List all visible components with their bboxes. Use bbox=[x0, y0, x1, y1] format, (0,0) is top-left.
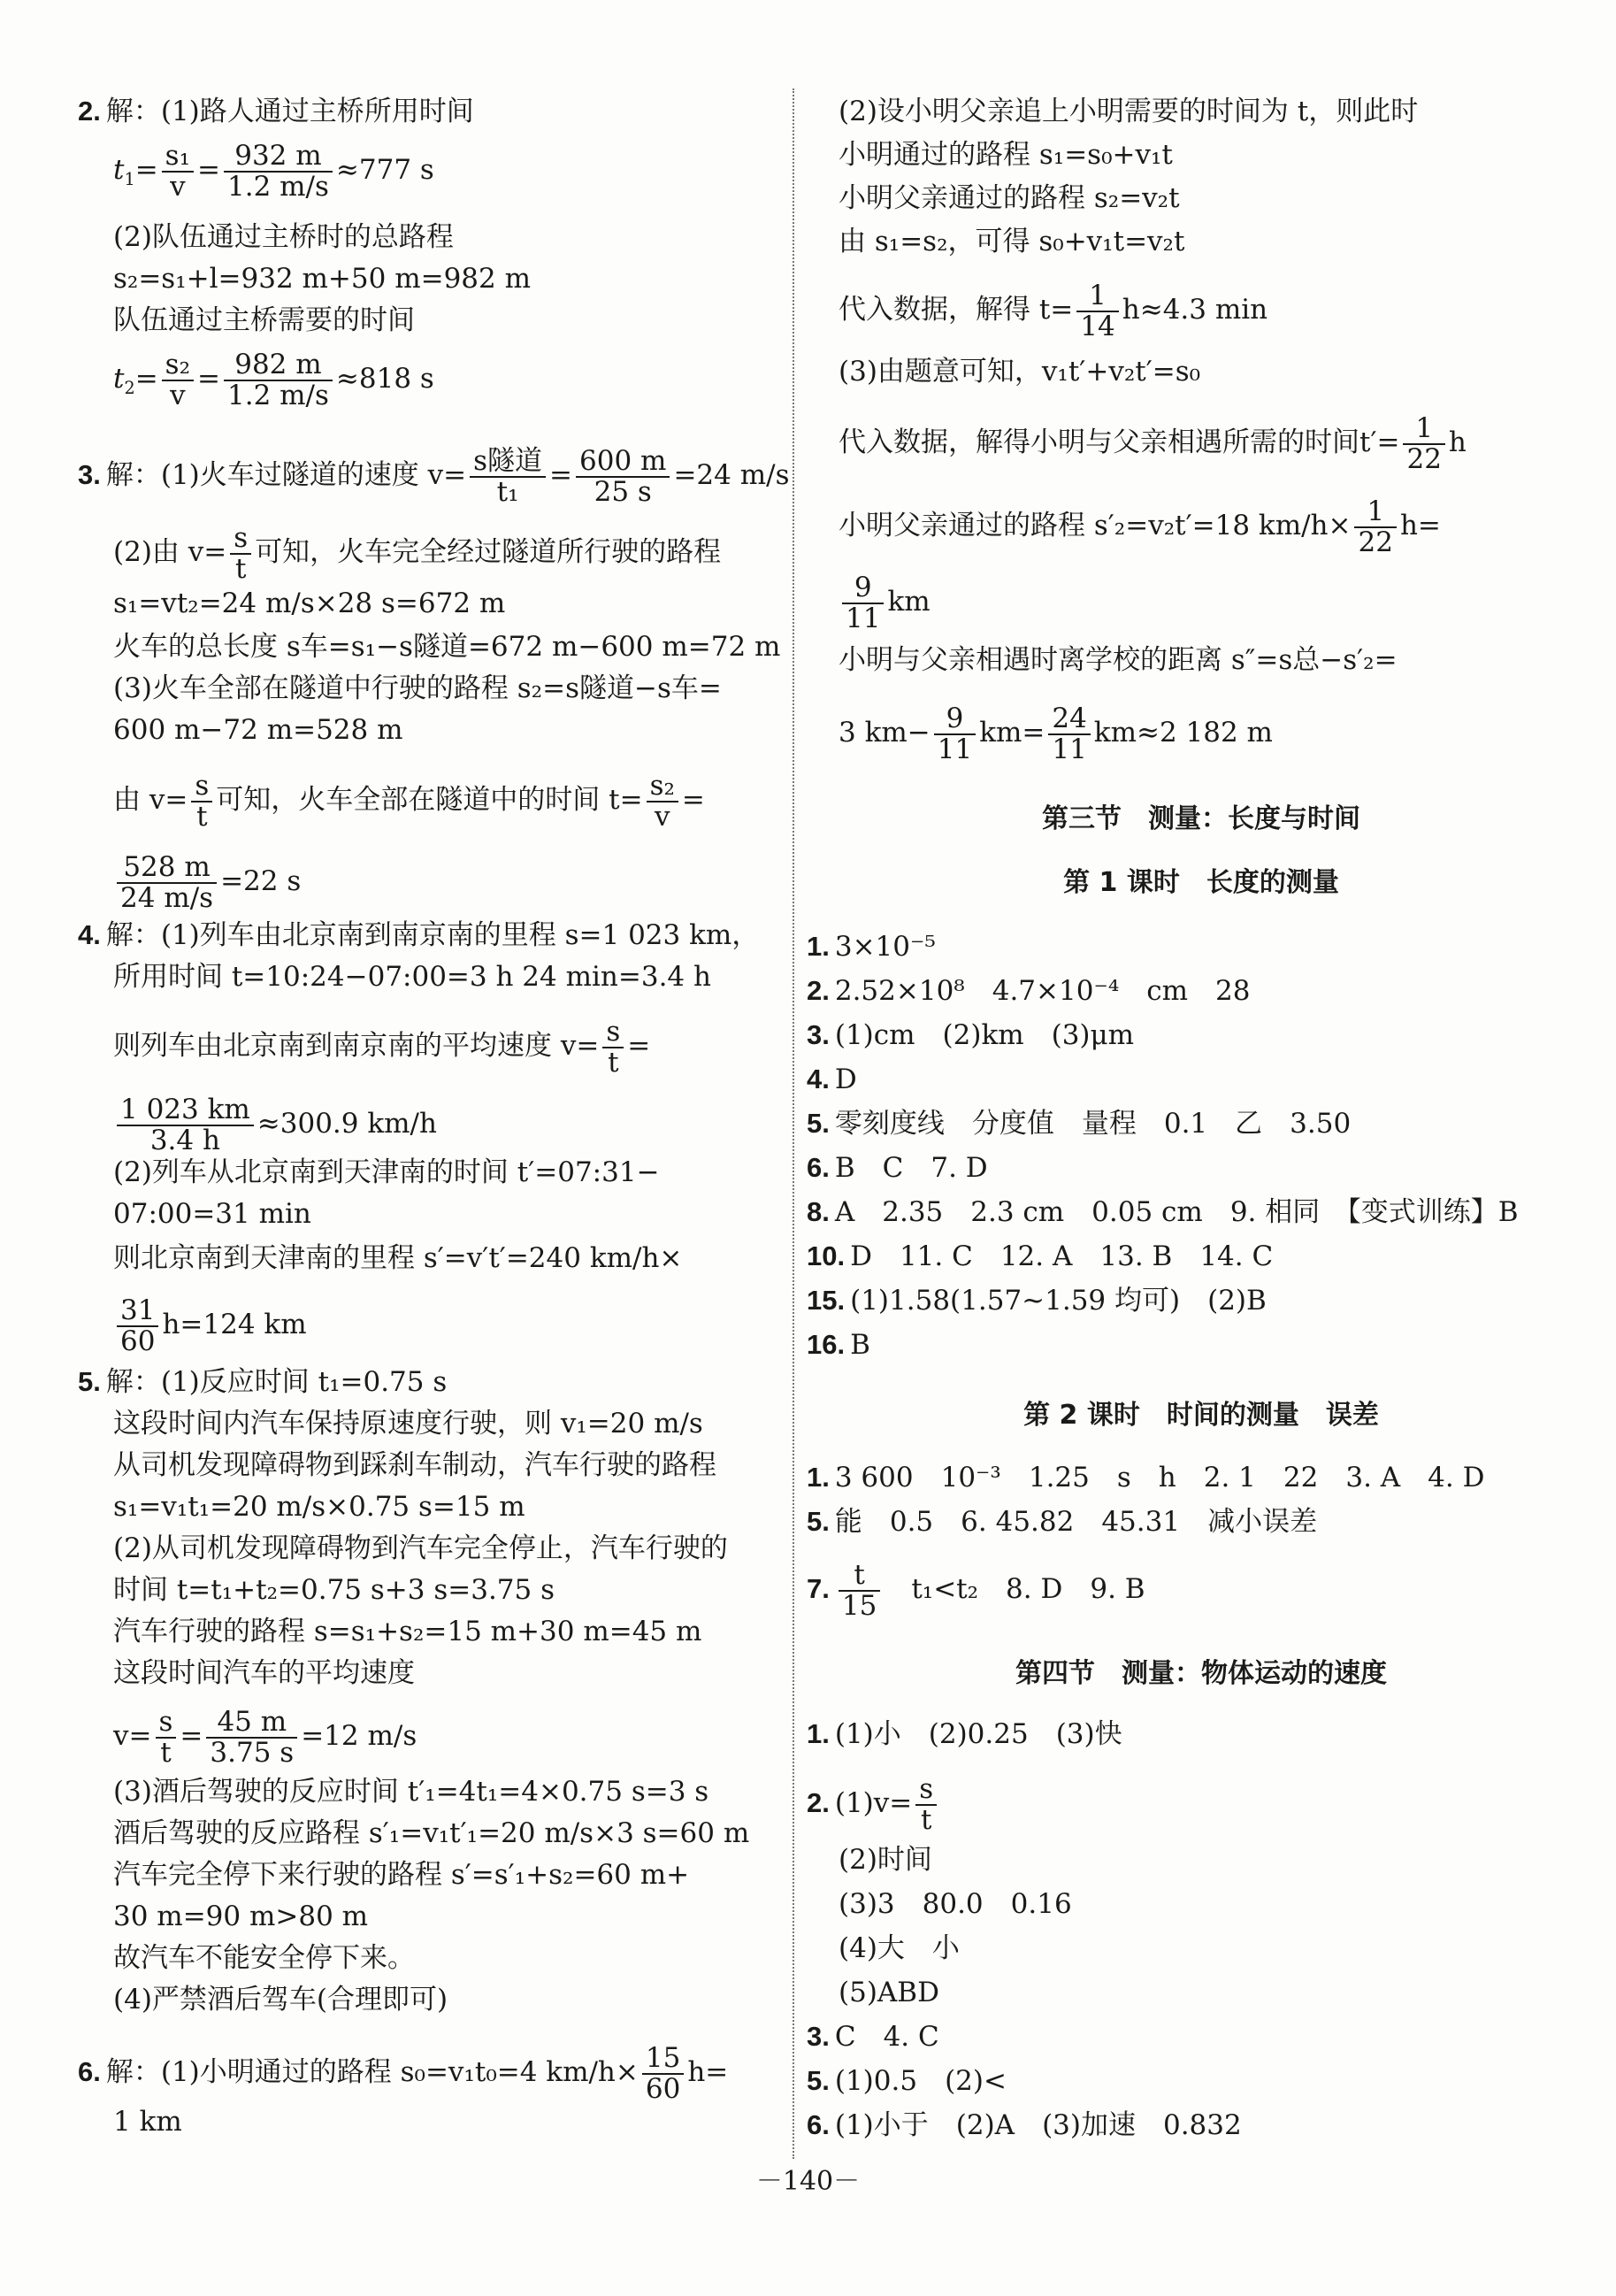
q3-line-7: 由 v= $\frac{s}{t}$ 可知，火车全部在隧道中的时间 t= $\frac{\text{s₂}}{v}$ = bbox=[113, 770, 705, 833]
q5-line-1: 5. 解：(1)反应时间 t₁=0.75 s bbox=[78, 1366, 448, 1398]
fraction: $\frac{1}{14}$ bbox=[1076, 281, 1118, 341]
fraction: $\frac{s}{t}$ bbox=[230, 524, 251, 583]
column-divider bbox=[793, 88, 794, 2159]
q5-line-14: (4)严禁酒后驾车(合理即可) bbox=[113, 1984, 448, 2016]
l1-answer-6: 6. B C 7. D bbox=[807, 1152, 988, 1184]
q6-cont-line-5: 代入数据，解得 t= $\frac{1}{14}$ h≈4.3 min bbox=[839, 280, 1268, 342]
q6-cont-line-4: 由 s₁=s₂，可得 s₀+v₁t=v₂t bbox=[839, 226, 1185, 257]
fraction: $\frac{528 m}{24 m/s}$ bbox=[117, 853, 217, 912]
fraction: $\frac{s}{t}$ bbox=[602, 1017, 624, 1077]
fraction: $\frac{\text{s₂}}{v}$ bbox=[647, 772, 678, 831]
lesson-2-title: 第 2 课时 时间的测量 误差 bbox=[1023, 1400, 1379, 1431]
q6-cont-line-1: (2)设小明父亲追上小明需要的时间为 t，则此时 bbox=[839, 96, 1419, 127]
fraction: $\frac{\text{s₁}}{v}$ bbox=[162, 142, 194, 201]
q5-line-12: 30 m=90 m>80 m bbox=[113, 1901, 369, 1932]
lesson-1-title: 第 1 课时 长度的测量 bbox=[1063, 867, 1339, 898]
q4-line-1: 4. 解：(1)列车由北京南到南京南的里程 s=1 023 km， bbox=[78, 919, 760, 951]
q6-cont-line-6: (3)由题意可知，v₁t′+v₂t′=s₀ bbox=[839, 356, 1201, 388]
l1-answer-4: 4. D bbox=[807, 1064, 857, 1095]
q5-line-4: s₁=v₁t₁=20 m/s×0.75 s=15 m bbox=[113, 1491, 525, 1523]
q5-line-13: 故汽车不能安全停下来。 bbox=[113, 1942, 415, 1974]
l2-answer-1: 1. 3 600 10⁻³ 1.25 s h 2. 1 22 3. A 4. D bbox=[807, 1462, 1485, 1494]
fraction: $\frac{600 m}{25 s}$ bbox=[576, 447, 670, 506]
q5-line-5: (2)从司机发现障碍物到汽车完全停止，汽车行驶的 bbox=[113, 1532, 728, 1564]
fraction: $\frac{1 023 km}{3.4 h}$ bbox=[117, 1095, 254, 1155]
q6-cont-line-7: 代入数据，解得小明与父亲相遇所需的时间t′= $\frac{1}{22}$ h bbox=[839, 412, 1467, 475]
q4-line-7: 则北京南到天津南的里程 s′=v′t′=240 km/h× bbox=[113, 1242, 683, 1274]
fraction: $\frac{932 m}{1.2 m/s}$ bbox=[224, 142, 333, 201]
s4-answer-6: 6. (1)小于 (2)A (3)加速 0.832 bbox=[807, 2109, 1242, 2141]
q5-line-2: 这段时间内汽车保持原速度行驶，则 v₁=20 m/s bbox=[113, 1408, 703, 1440]
q4-line-8: $\frac{31}{60}$ h=124 km bbox=[113, 1296, 307, 1355]
l1-answer-8: 8. A 2.35 2.3 cm 0.05 cm 9. 相同 【变式训练】B bbox=[807, 1196, 1519, 1228]
fraction: $\frac{9}{11}$ bbox=[842, 573, 884, 633]
fraction: $\frac{1}{22}$ bbox=[1354, 497, 1396, 557]
q4-line-3: 则列车由北京南到南京南的平均速度 v= $\frac{s}{t}$ = bbox=[113, 1016, 651, 1079]
fraction: $\frac{s}{t}$ bbox=[156, 1708, 177, 1767]
q3-line-5: (3)火车全部在隧道中行驶的路程 s₂=s隧道−s车= bbox=[113, 672, 722, 704]
s4-answer-2-3: (3)3 80.0 0.16 bbox=[839, 1888, 1072, 1920]
q2-formula-2: $t_2=$ $\frac{\text{s₂}}{v}$ = $\frac{982 m}{1.2 m/s}$ ≈818 s bbox=[113, 349, 434, 411]
page-number: －140－ bbox=[755, 2166, 861, 2197]
q6-line-2: 1 km bbox=[113, 2106, 182, 2138]
l2-answer-7: 7. $\frac{t}{15}$ t₁<t₂ 8. D 9. B bbox=[807, 1559, 1145, 1622]
s4-answer-5: 5. (1)0.5 (2)< bbox=[807, 2065, 1007, 2097]
section-4-title: 第四节 测量：物体运动的速度 bbox=[1015, 1658, 1387, 1689]
l1-answer-15: 15. (1)1.58(1.57~1.59 均可) (2)B bbox=[807, 1285, 1267, 1317]
s4-answer-2: 2. (1)v= $\frac{s}{t}$ bbox=[807, 1775, 940, 1834]
q6-cont-line-9: $\frac{9}{11}$ km bbox=[839, 573, 931, 633]
fraction: $\frac{t}{15}$ bbox=[839, 1561, 880, 1620]
q2-formula-1: $t_1=$ $\frac{\text{s₁}}{v}$ = $\frac{932 m}{1.2 m/s}$ ≈777 s bbox=[113, 140, 434, 203]
q2-line-5: 队伍通过主桥需要的时间 bbox=[113, 304, 415, 336]
fraction: $\frac{s}{t}$ bbox=[915, 1775, 937, 1834]
q4-line-6: 07:00=31 min bbox=[113, 1198, 311, 1230]
s4-answer-2-5: (5)ABD bbox=[839, 1977, 939, 2008]
fraction: $\frac{45 m}{3.75 s}$ bbox=[206, 1708, 297, 1767]
q6-cont-line-3: 小明父亲通过的路程 s₂=v₂t bbox=[839, 182, 1180, 214]
l1-answer-5: 5. 零刻度线 分度值 量程 0.1 乙 3.50 bbox=[807, 1108, 1352, 1140]
s4-answer-2-4: (4)大 小 bbox=[839, 1932, 960, 1964]
q5-line-6: 时间 t=t₁+t₂=0.75 s+3 s=3.75 s bbox=[113, 1574, 555, 1606]
q6-cont-line-11: 3 km− $\frac{9}{11}$ km= $\frac{24}{11}$ km≈2 182 m bbox=[839, 703, 1273, 765]
q3-line-2: (2)由 v= $\frac{s}{t}$ 可知，火车完全经过隧道所行驶的路程 bbox=[113, 522, 722, 585]
fraction: $\frac{s}{t}$ bbox=[191, 772, 212, 831]
fraction: $\frac{24}{11}$ bbox=[1048, 704, 1090, 764]
q5-line-9: (3)酒后驾驶的反应时间 t′₁=4t₁=4×0.75 s=3 s bbox=[113, 1776, 709, 1808]
l1-answer-1: 1. 3×10⁻⁵ bbox=[807, 931, 936, 963]
q6-cont-line-8: 小明父亲通过的路程 s′₂=v₂t′=18 km/h× $\frac{1}{22}$ h= bbox=[839, 495, 1441, 558]
fraction: $\frac{982 m}{1.2 m/s}$ bbox=[224, 350, 333, 410]
q5-line-10: 酒后驾驶的反应路程 s′₁=v₁t′₁=20 m/s×3 s=60 m bbox=[113, 1817, 750, 1849]
q5-line-11: 汽车完全停下来行驶的路程 s′=s′₁+s₂=60 m+ bbox=[113, 1859, 690, 1891]
s4-answer-3: 3. C 4. C bbox=[807, 2021, 939, 2053]
s4-answer-2-2: (2)时间 bbox=[839, 1844, 932, 1876]
s4-answer-1: 1. (1)小 (2)0.25 (3)快 bbox=[807, 1718, 1122, 1750]
l1-answer-16: 16. B bbox=[807, 1329, 870, 1361]
q3-line-3: s₁=vt₂=24 m/s×28 s=672 m bbox=[113, 587, 506, 619]
q6-line-1: 6. 解：(1)小明通过的路程 s₀=v₁t₀=4 km/h× $\frac{15}{60}$ h= bbox=[78, 2042, 729, 2105]
fraction: $\frac{15}{60}$ bbox=[642, 2044, 684, 2103]
fraction: $\frac{1}{22}$ bbox=[1403, 414, 1444, 473]
l1-answer-2: 2. 2.52×10⁸ 4.7×10⁻⁴ cm 28 bbox=[807, 975, 1251, 1007]
q2-line-3: (2)队伍通过主桥时的总路程 bbox=[113, 221, 454, 253]
q5-line-7: 汽车行驶的路程 s=s₁+s₂=15 m+30 m=45 m bbox=[113, 1616, 702, 1647]
q3-line-6: 600 m−72 m=528 m bbox=[113, 714, 403, 746]
l2-answer-5: 5. 能 0.5 6. 45.82 45.31 减小误差 bbox=[807, 1506, 1318, 1538]
section-3-title: 第三节 测量：长度与时间 bbox=[1042, 803, 1360, 834]
q5-formula: v= $\frac{s}{t}$ = $\frac{45 m}{3.75 s}$ =12 m/s bbox=[113, 1706, 417, 1769]
q2-line-4: s₂=s₁+l=932 m+50 m=982 m bbox=[113, 263, 531, 295]
q4-line-5: (2)列车从北京南到天津南的时间 t′=07:31− bbox=[113, 1156, 660, 1188]
q5-line-3: 从司机发现障碍物到踩刹车制动，汽车行驶的路程 bbox=[113, 1449, 716, 1481]
q3-line-1: 3. 解：(1)火车过隧道的速度 v= $\frac{\text{s隧道}}{\text{t₁}}$ = $\frac{600 m}{25 s}$ =24 m/s bbox=[78, 445, 790, 508]
l1-answer-3: 3. (1)cm (2)km (3)μm bbox=[807, 1019, 1135, 1051]
fraction: $\frac{\text{s₂}}{v}$ bbox=[162, 350, 194, 410]
q4-line-2: 所用时间 t=10:24−07:00=3 h 24 min=3.4 h bbox=[113, 961, 711, 993]
q5-line-8: 这段时间汽车的平均速度 bbox=[113, 1657, 415, 1689]
l1-answer-10: 10. D 11. C 12. A 13. B 14. C bbox=[807, 1240, 1274, 1272]
q6-cont-line-2: 小明通过的路程 s₁=s₀+v₁t bbox=[839, 139, 1173, 171]
q2-line-1: 2. 解：(1)路人通过主桥所用时间 bbox=[78, 96, 474, 127]
q4-line-4: $\frac{1 023 km}{3.4 h}$ ≈300.9 km/h bbox=[113, 1095, 437, 1155]
fraction: $\frac{31}{60}$ bbox=[117, 1296, 158, 1355]
q6-cont-line-10: 小明与父亲相遇时离学校的距离 s″=s总−s′₂= bbox=[839, 644, 1398, 676]
q3-line-4: 火车的总长度 s车=s₁−s隧道=672 m−600 m=72 m bbox=[113, 631, 781, 663]
fraction: $\frac{\text{s隧道}}{\text{t₁}}$ bbox=[470, 447, 546, 506]
q3-line-8: $\frac{528 m}{24 m/s}$ =22 s bbox=[113, 853, 301, 912]
fraction: $\frac{9}{11}$ bbox=[934, 704, 976, 764]
